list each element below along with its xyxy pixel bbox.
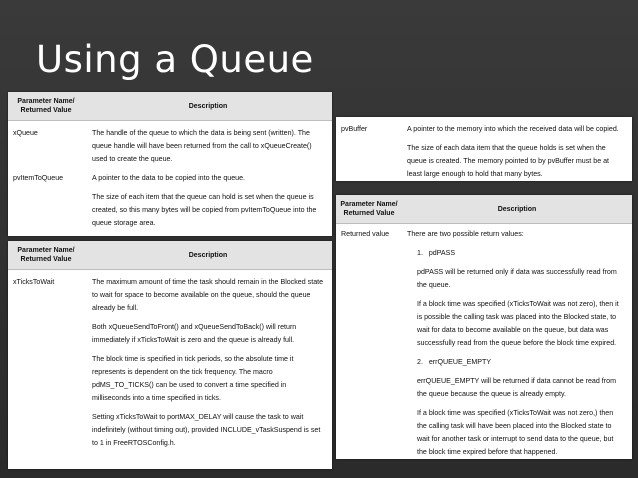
description-text: The block time is specified in tick periods, so the absolute time it represents is dependent on the tick frequency. The macro pdMS_TO_TICKS() can be used to convert a time specified in milliseconds into a time specified in ticks.	[92, 355, 294, 402]
param-description	[92, 276, 332, 456]
table-row	[336, 123, 632, 187]
param-name: Returned value	[341, 230, 390, 238]
param-table-xtickstowait	[8, 241, 332, 469]
header-desc-label: Description	[497, 205, 537, 213]
table-row	[8, 276, 332, 456]
list-item-label: 1. pdPASS	[417, 249, 456, 257]
description-text: errQUEUE_EMPTY will be returned if data cannot be read from the queue because the queue is already empty.	[417, 377, 616, 398]
param-table-xqueue	[8, 92, 332, 236]
param-name: pvBuffer	[341, 125, 368, 133]
table-header	[336, 195, 632, 224]
description-text: A pointer to the data to be copied into the queue.	[92, 174, 246, 182]
param-name: xTicksToWait	[13, 278, 55, 286]
param-description	[407, 228, 632, 465]
list-item-label: 2. errQUEUE_EMPTY	[417, 358, 492, 366]
header-param-label: Parameter Name/ Returned Value	[340, 201, 398, 217]
description-text: The maximum amount of time the task should remain in the Blocked state to wait for space to become available on the queue, should the queue already be full.	[92, 278, 324, 312]
description-text: The size of each item that the queue can hold is set when the queue is created, so this many bytes will be copied from pvItemToQueue into the queue storage area.	[92, 193, 317, 227]
description-text: There are two possible return values:	[407, 230, 524, 238]
header-desc-label: Description	[188, 102, 228, 110]
param-description	[92, 172, 332, 236]
param-description	[92, 127, 332, 172]
header-param-label: Parameter Name/ Returned Value	[17, 247, 75, 263]
slide-title: Using a Queue	[36, 38, 314, 81]
table-row	[336, 228, 632, 465]
table-row	[8, 172, 332, 236]
description-text: Both xQueueSendToFront() and xQueueSendToBack() will return immediately if xTicksToWait is zero and the queue is already full.	[92, 323, 297, 344]
description-text: pdPASS will be returned only if data was successfully read from the queue.	[417, 268, 617, 289]
param-name: xQueue	[13, 129, 38, 137]
description-text: The size of each data item that the queue holds is set when the queue is created. The memory pointed to by pvBuffer must be at least large enough to hold that many bytes.	[407, 144, 610, 178]
description-text: The handle of the queue to which the data is being sent (written). The queue handle will have been returned from the call to xQueueCreate() used to create the queue.	[92, 129, 312, 163]
description-text: A pointer to the memory into which the received data will be copied.	[407, 125, 619, 133]
param-name: pvItemToQueue	[13, 174, 64, 182]
param-table-returned-value	[336, 195, 632, 459]
header-desc-label: Description	[188, 251, 228, 259]
header-param-label: Parameter Name/ Returned Value	[17, 98, 75, 114]
description-text: If a block time was specified (xTicksToWait was not zero), then it is possible the calling task was placed into the Blocked state, to wait for data to become available on the queue, but data was successfully read from the queue before the block time expired.	[417, 300, 619, 347]
description-text: Setting xTicksToWait to portMAX_DELAY will cause the task to wait indefinitely (without timing out), provided INCLUDE_vTaskSuspend is set to 1 in FreeRTOSConfig.h.	[92, 413, 321, 447]
table-row	[8, 127, 332, 172]
table-header	[8, 241, 332, 270]
param-description	[407, 123, 632, 187]
table-header	[8, 92, 332, 121]
description-text: If a block time was specified (xTicksToWait was not zero,) then the calling task will have been placed into the Blocked state to wait for another task or interrupt to send data to the queue, but the block time expired before that happened.	[417, 409, 614, 456]
param-table-pvbuffer	[336, 117, 632, 181]
